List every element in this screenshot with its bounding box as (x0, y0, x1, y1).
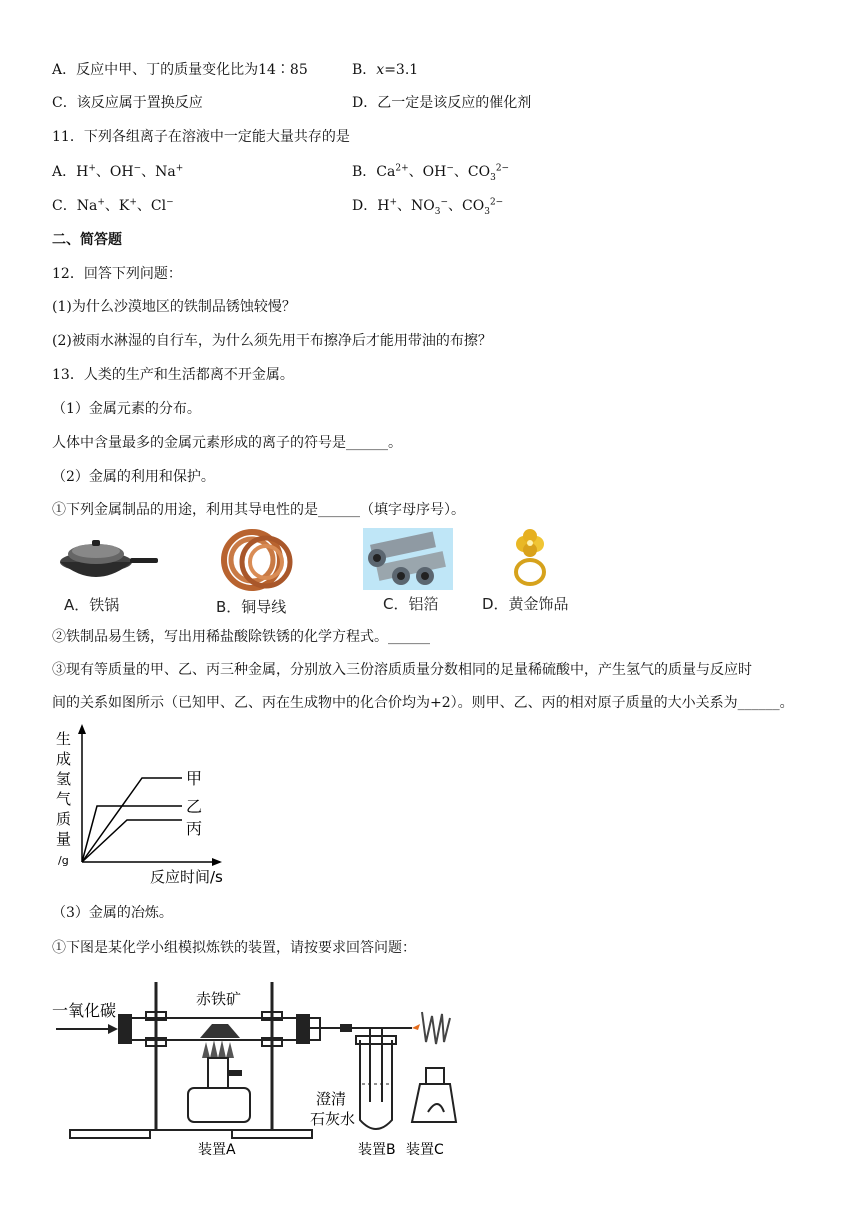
q13-sub2-question3a: ③现有等质量的甲、乙、丙三种金属，分别放入三份溶质质量分数相同的足量稀硫酸中，产生氢气的质量与反应时 (52, 662, 752, 678)
q12-part1: (1)为什么沙漠地区的铁制品锈蚀较慢？ (52, 299, 296, 315)
device-a-label: 装置A (198, 1142, 236, 1158)
q13-stem: 13．人类的生产和生活都离不开金属。 (52, 367, 294, 383)
hydrogen-mass-chart (52, 722, 237, 892)
series-label: 乙 (186, 797, 203, 816)
water-label-2: 石灰水 (310, 1110, 356, 1128)
gold-ring-image (506, 528, 554, 590)
device-b-label: 装置B (358, 1142, 396, 1158)
q10-option-c: C．该反应属于置换反应 (52, 95, 203, 111)
y-axis-label-char: 氢 (56, 770, 72, 788)
q13-sub3-question1: ①下图是某化学小组模拟炼铁的装置，请按要求回答问题： (52, 940, 416, 956)
co-label: 一氧化碳 (52, 1001, 117, 1020)
x-axis-label: 反应时间/s (150, 868, 223, 886)
wok-image (56, 532, 160, 588)
q11-option-a: A．H+、OH−、Na+ (52, 163, 184, 180)
q13-sub1-question: 人体中含量最多的金属元素形成的离子的符号是______。 (52, 435, 402, 451)
section-heading: 二、简答题 (52, 232, 122, 248)
q10-option-d: D．乙一定是该反应的催化剂 (352, 95, 532, 111)
y-axis-label-char: 生 (56, 730, 72, 748)
q11-stem: 11．下列各组离子在溶液中一定能大量共存的是 (52, 129, 350, 145)
series-label: 丙 (186, 819, 203, 838)
item-d-caption: D．黄金饰品 (482, 595, 569, 613)
series-label: 甲 (186, 769, 203, 788)
q13-sub2-question1: ①下列金属制品的用途，利用其导电性的是______（填字母序号）。 (52, 502, 465, 518)
aluminum-foil-image (363, 528, 453, 590)
q10-option-a: A．反应中甲、丁的质量变化比为14∶85 (52, 62, 308, 78)
q13-sub2-question3b: 间的关系如图所示（已知甲、乙、丙在生成物中的化合价均为+2）。则甲、乙、丙的相对原子质量的大小关系为______。 (52, 695, 794, 711)
q13-sub2-question2: ②铁制品易生锈，写出用稀盐酸除铁锈的化学方程式。______ (52, 629, 430, 645)
item-c-caption: C．铝箔 (383, 595, 439, 613)
iron-smelting-apparatus (52, 972, 462, 1162)
y-axis-label (56, 730, 71, 867)
q11-option-b: B．$Ca^{2+}$、OH−、$CO_3^{2-}$ (352, 163, 510, 183)
y-axis-label-char: 量 (56, 830, 72, 848)
q13-sub1: （1）金属元素的分布。 (52, 401, 201, 417)
device-c-label: 装置C (406, 1142, 444, 1158)
q10-option-b: B．x=3.1 (352, 62, 419, 78)
y-axis-arrow (78, 724, 86, 734)
ore-label: 赤铁矿 (196, 990, 242, 1008)
q12-part2: (2)被雨水淋湿的自行车，为什么须先用干布擦净后才能用带油的布擦？ (52, 333, 492, 349)
series-line-乙 (82, 806, 182, 862)
y-axis-label-char: 气 (56, 790, 72, 808)
q13-sub3: （3）金属的冶炼。 (52, 905, 173, 921)
q11-option-d: D．H+、$NO_3^-$、$CO_3^{2-}$ (352, 197, 504, 217)
x-axis-arrow (212, 858, 222, 866)
item-a-caption: A．铁锅 (64, 596, 120, 614)
y-axis-unit: /g (58, 854, 69, 867)
q13-sub2: （2）金属的利用和保护。 (52, 469, 215, 485)
q11-option-c: C．Na+、K+、Cl− (52, 197, 174, 214)
y-axis-label-char: 质 (56, 810, 72, 828)
water-label-1: 澄清 (316, 1090, 347, 1108)
item-b-caption: B．铜导线 (216, 598, 287, 616)
y-axis-label-char: 成 (56, 750, 72, 768)
q12-stem: 12．回答下列问题： (52, 266, 182, 282)
copper-wire-image (220, 528, 298, 592)
